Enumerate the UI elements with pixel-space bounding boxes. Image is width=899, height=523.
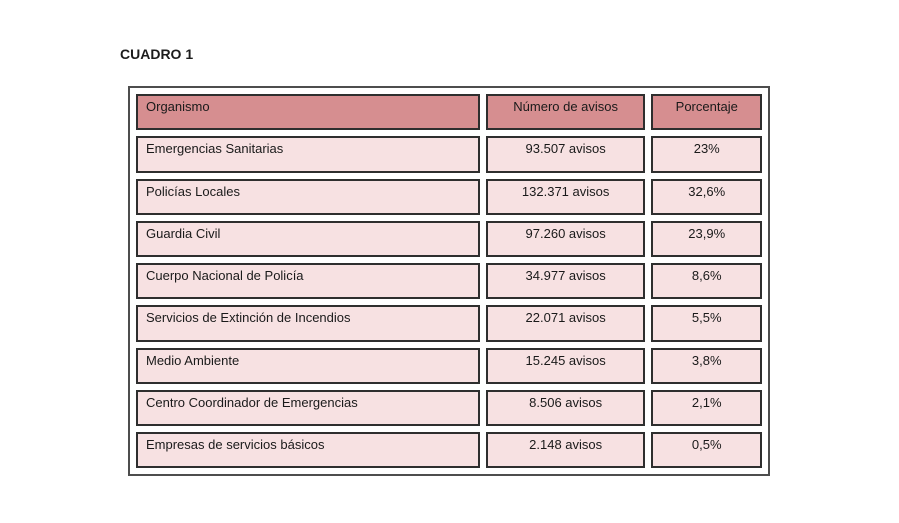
porcentaje-cell: 2,1% (651, 390, 762, 426)
organismo-cell: Empresas de servicios básicos (136, 432, 480, 468)
avisos-cell: 34.977 avisos (486, 263, 646, 299)
porcentaje-cell: 32,6% (651, 179, 762, 215)
avisos-cell: 97.260 avisos (486, 221, 646, 257)
table-row (136, 305, 762, 341)
avisos-cell: 93.507 avisos (486, 136, 646, 172)
table-row (136, 179, 762, 215)
table-row (136, 136, 762, 172)
table-row (136, 390, 762, 426)
avisos-cell: 22.071 avisos (486, 305, 646, 341)
cuadro-1-table (130, 88, 768, 474)
col-header-organismo: Organismo (136, 94, 480, 130)
table-row (136, 221, 762, 257)
porcentaje-cell: 23,9% (651, 221, 762, 257)
porcentaje-cell: 3,8% (651, 348, 762, 384)
avisos-cell: 8.506 avisos (486, 390, 646, 426)
col-header-numero-avisos: Número de avisos (486, 94, 646, 130)
table-frame (128, 86, 770, 476)
table-row (136, 432, 762, 468)
organismo-cell: Policías Locales (136, 179, 480, 215)
col-header-porcentaje: Porcentaje (651, 94, 762, 130)
porcentaje-cell: 5,5% (651, 305, 762, 341)
header-row (136, 94, 762, 130)
organismo-cell: Medio Ambiente (136, 348, 480, 384)
avisos-cell: 15.245 avisos (486, 348, 646, 384)
table-row (136, 263, 762, 299)
organismo-cell: Cuerpo Nacional de Policía (136, 263, 480, 299)
avisos-cell: 2.148 avisos (486, 432, 646, 468)
organismo-cell: Centro Coordinador de Emergencias (136, 390, 480, 426)
table-row (136, 348, 762, 384)
organismo-cell: Emergencias Sanitarias (136, 136, 480, 172)
avisos-cell: 132.371 avisos (486, 179, 646, 215)
table-caption: CUADRO 1 (120, 46, 194, 62)
porcentaje-cell: 23% (651, 136, 762, 172)
organismo-cell: Guardia Civil (136, 221, 480, 257)
porcentaje-cell: 0,5% (651, 432, 762, 468)
porcentaje-cell: 8,6% (651, 263, 762, 299)
organismo-cell: Servicios de Extinción de Incendios (136, 305, 480, 341)
